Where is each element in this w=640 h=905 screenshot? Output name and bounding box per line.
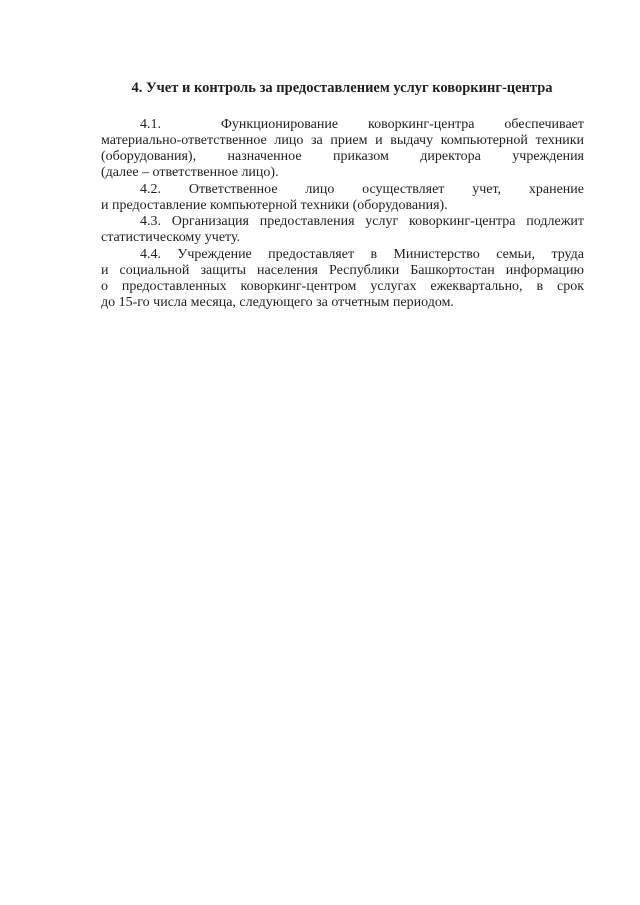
paragraph-4-4-line-1: 4.4. Учреждение предоставляет в Министерство семьи, труда	[140, 247, 584, 262]
paragraph-4-2-line-2: и предоставление компьютерной техники (оборудования).	[101, 198, 448, 213]
paragraph-4-1-line-4: (далее – ответственное лицо).	[101, 165, 279, 180]
paragraph-4-4-line-3: о предоставленных коворкинг-центром услугах ежеквартально, в срок	[101, 279, 584, 294]
paragraph-4-1-line-3: (оборудования), назначенное приказом директора учреждения	[101, 149, 584, 164]
paragraph-4-3-line-1: 4.3. Организация предоставления услуг коворкинг-центра подлежит	[140, 214, 584, 229]
paragraph-4-4-line-2: и социальной защиты населения Республики Башкортостан информацию	[101, 263, 584, 278]
paragraph-4-2-line-1: 4.2. Ответственное лицо осуществляет учет, хранение	[140, 182, 584, 197]
paragraph-4-4-line-4: до 15-го числа месяца, следующего за отчетным периодом.	[101, 295, 454, 310]
paragraph-4-1-line-2: материально-ответственное лицо за прием и выдачу компьютерной техники	[101, 133, 584, 148]
paragraph-4-1-line-1: 4.1. Функционирование коворкинг-центра обеспечивает	[140, 117, 584, 132]
section-title: 4. Учет и контроль за предоставлением услуг коворкинг-центра	[131, 80, 553, 96]
paragraph-4-3-line-2: статистическому учету.	[101, 230, 241, 245]
